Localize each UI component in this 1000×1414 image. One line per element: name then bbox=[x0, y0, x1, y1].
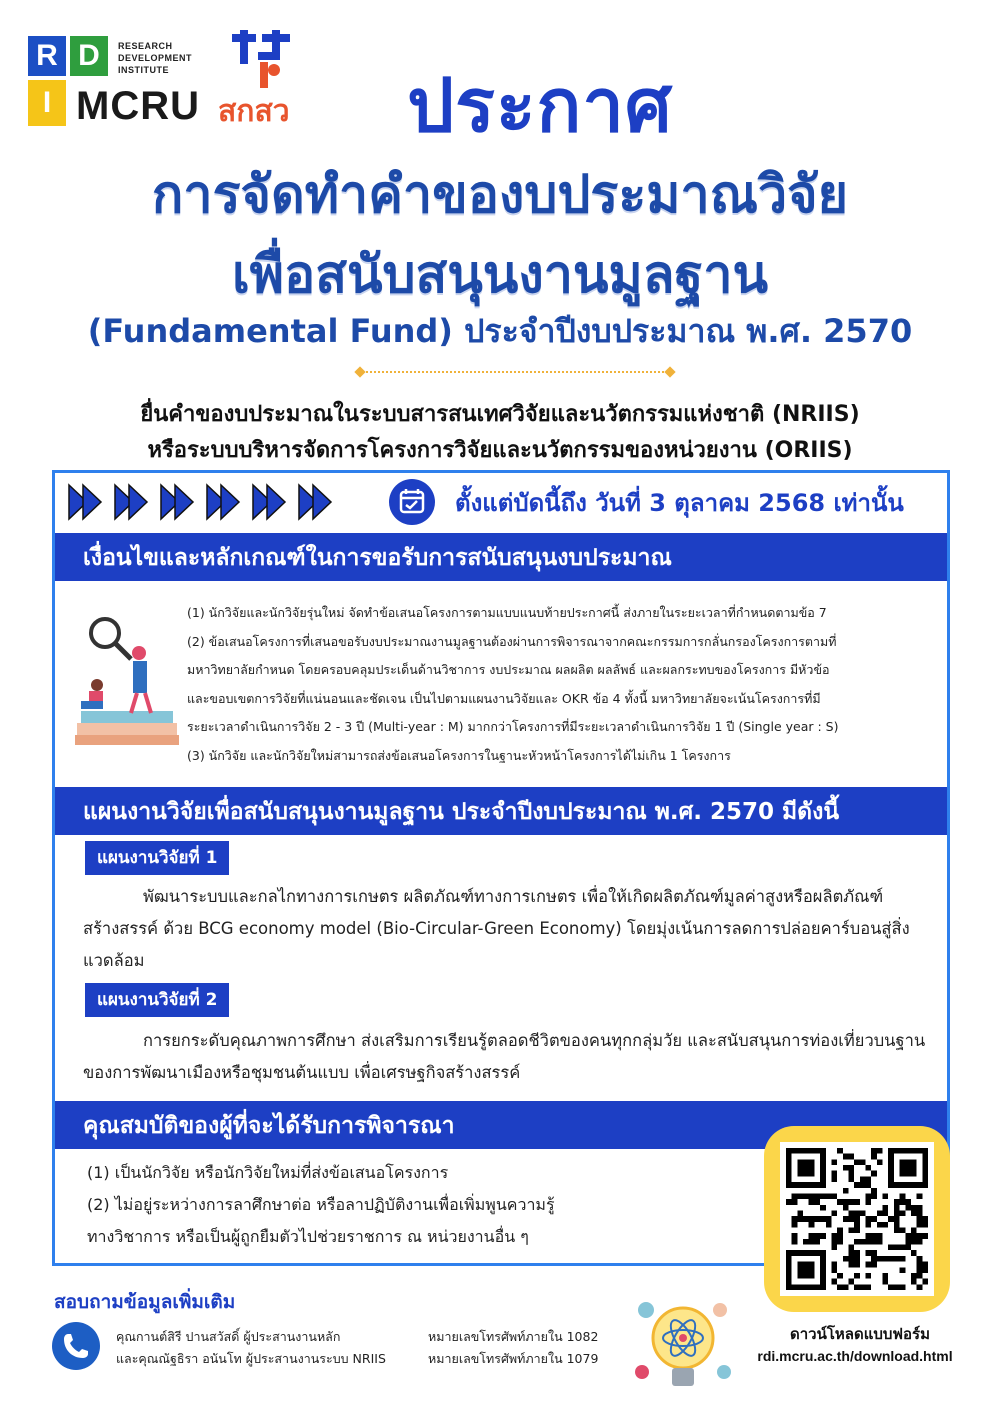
rdi-letter-i: I bbox=[28, 80, 66, 126]
rdi-letter-r: R bbox=[28, 36, 66, 76]
qualification-line: (2) ไม่อยู่ระหว่างการลาศึกษาต่อ หรือลาปฏิบัติงานเพื่อเพิ่มพูนความรู้ bbox=[87, 1195, 555, 1214]
subtitle-line-2: เพื่อสนับสนุนงานมูลฐาน bbox=[231, 245, 769, 305]
lightbulb-science-icon bbox=[628, 1280, 738, 1404]
condition-line: ระยะเวลาดำเนินการวิจัย 2 - 3 ปี (Multi-year : M) มากกว่าโครงการที่มีระยะเวลาดำเนินการวิจัย 1 ปี (Single year : S) bbox=[187, 719, 839, 734]
qualifications-heading: คุณสมบัติของผู้ที่จะได้รับการพิจารณา bbox=[55, 1099, 947, 1149]
qr-code[interactable] bbox=[764, 1126, 950, 1312]
rdi-letter-d: D bbox=[70, 36, 108, 76]
page-title: ประกาศ bbox=[407, 63, 673, 149]
subtitle-line-3: (Fundamental Fund) ประจำปีงบประมาณ พ.ศ. 2570 bbox=[87, 312, 913, 350]
plan-2-label: แผนงานวิจัยที่ 2 bbox=[85, 983, 229, 1017]
subtitle-line-1: การจัดทำคำของบประมาณวิจัย bbox=[151, 165, 849, 225]
decorative-divider bbox=[356, 369, 674, 375]
download-title: ดาวน์โหลดแบบฟอร์ม bbox=[789, 1325, 930, 1343]
qualification-line: (1) เป็นนักวิจัย หรือนักวิจัยใหม่ที่ส่งข้อเสนอโครงการ bbox=[87, 1163, 449, 1182]
arrow-chevrons-icon bbox=[67, 481, 347, 523]
contact-person-1: คุณกานต์สิรี ปานสวัสดิ์ ผู้ประสานงานหลัก bbox=[116, 1329, 341, 1344]
condition-line: และขอบเขตการวิจัยที่แน่นอนและชัดเจน เป็นไปตามแผนงานวิจัยและ OKR ข้อ 4 ทั้งนี้ มหาวิทยาลัยจะเน้นโครงการที่มี bbox=[187, 690, 821, 706]
submit-instruction-2: หรือระบบบริหารจัดการโครงการวิจัยและนวัตกรรมของหน่วยงาน (ORIIS) bbox=[147, 438, 853, 463]
rdi-mcru-text: MCRU bbox=[76, 84, 200, 128]
plans-heading: แผนงานวิจัยเพื่อสนับสนุนงานมูลฐาน ประจำปีงบประมาณ พ.ศ. 2570 มีดังนี้ bbox=[55, 785, 947, 835]
research-illustration-icon bbox=[67, 613, 187, 758]
plan-1-label: แผนงานวิจัยที่ 1 bbox=[85, 841, 229, 875]
tsri-logo bbox=[218, 30, 308, 130]
condition-line: (2) ข้อเสนอโครงการที่เสนอขอรับงบประมาณงานมูลฐานต้องผ่านการพิจารณาจากคณะกรรมการกลั่นกรองโครงการตามที่ bbox=[187, 633, 837, 649]
condition-line: มหาวิทยาลัยกำหนด โดยครอบคลุมประเด็นด้านวิชาการ งบประมาณ ผลผลิต ผลลัพธ์ และผลกระทบของโครงการ มีหัวข้อ bbox=[187, 662, 830, 677]
qr-code-icon bbox=[786, 1148, 928, 1290]
plan-2-text: การยกระดับคุณภาพการศึกษา ส่งเสริมการเรียนรู้ตลอดชีวิตของคนทุกกลุ่มวัย และสนับสนุนการท่องเที่ยวบนฐานของการพัฒนาเมืองหรือชุมชนต้นแบบ เพื่อเศรษฐกิจสร้างสรรค์ bbox=[83, 1031, 926, 1082]
deadline-bar bbox=[55, 473, 947, 531]
calendar-check-icon bbox=[389, 479, 435, 525]
deadline-text: ตั้งแต่บัดนี้ถึง วันที่ 3 ตุลาคม 2568 เท่านั้น bbox=[455, 489, 904, 517]
condition-line: (1) นักวิจัยและนักวิจัยรุ่นใหม่ จัดทำข้อเสนอโครงการตามแบบแนบท้ายประกาศนี้ ส่งภายในระยะเวลาที่กำหนดตามข้อ 7 bbox=[187, 605, 827, 620]
condition-line: (3) นักวิจัย และนักวิจัยใหม่สามารถส่งข้อเสนอโครงการในฐานะหัวหน้าโครงการได้ไม่เกิน 1 โครงการ bbox=[187, 747, 731, 763]
contact-person-2: และคุณณัฐธิรา อนันโท ผู้ประสานงานระบบ NRIIS bbox=[116, 1351, 386, 1366]
contact-tel-1: หมายเลขโทรศัพท์ภายใน 1082 bbox=[428, 1329, 599, 1344]
phone-icon bbox=[52, 1322, 100, 1370]
contact-phones bbox=[428, 1326, 598, 1370]
conditions-list bbox=[187, 599, 939, 770]
download-url-link[interactable]: rdi.mcru.ac.th/download.html bbox=[757, 1348, 953, 1364]
contact-title: สอบถามข้อมูลเพิ่มเติม bbox=[54, 1291, 236, 1313]
tsri-text: สกสว bbox=[218, 94, 290, 129]
contact-persons bbox=[116, 1326, 386, 1370]
rdi-logo bbox=[28, 36, 208, 128]
conditions-heading: เงื่อนไขและหลักเกณฑ์ในการขอรับการสนับสนุนงบประมาณ bbox=[55, 531, 947, 581]
contact-tel-2: หมายเลขโทรศัพท์ภายใน 1079 bbox=[428, 1351, 599, 1366]
rdi-subtitle: RESEARCH DEVELOPMENT INSTITUTE bbox=[118, 41, 193, 75]
qualifications-list bbox=[87, 1157, 687, 1253]
plan-1-text: พัฒนาระบบและกลไกทางการเกษตร ผลิตภัณฑ์ทางการเกษตร เพื่อให้เกิดผลิตภัณฑ์มูลค่าสูงหรือผลิตภัณฑ์สร้างสรรค์ ด้วย BCG economy model (Bio-Circular-Green Economy) โดยมุ่งเน้นการลดการปล่อยคาร์บอนสู่สิ่งแวดล้อม bbox=[83, 887, 910, 970]
tsri-mark-icon bbox=[232, 30, 290, 90]
qualification-line: ทางวิชาการ หรือเป็นผู้ถูกยืมตัวไปช่วยราชการ ณ หน่วยงานอื่น ๆ bbox=[87, 1227, 529, 1246]
submit-instruction-1: ยื่นคำของบประมาณในระบบสารสนเทศวิจัยและนวัตกรรมแห่งชาติ (NRIIS) bbox=[140, 402, 860, 427]
